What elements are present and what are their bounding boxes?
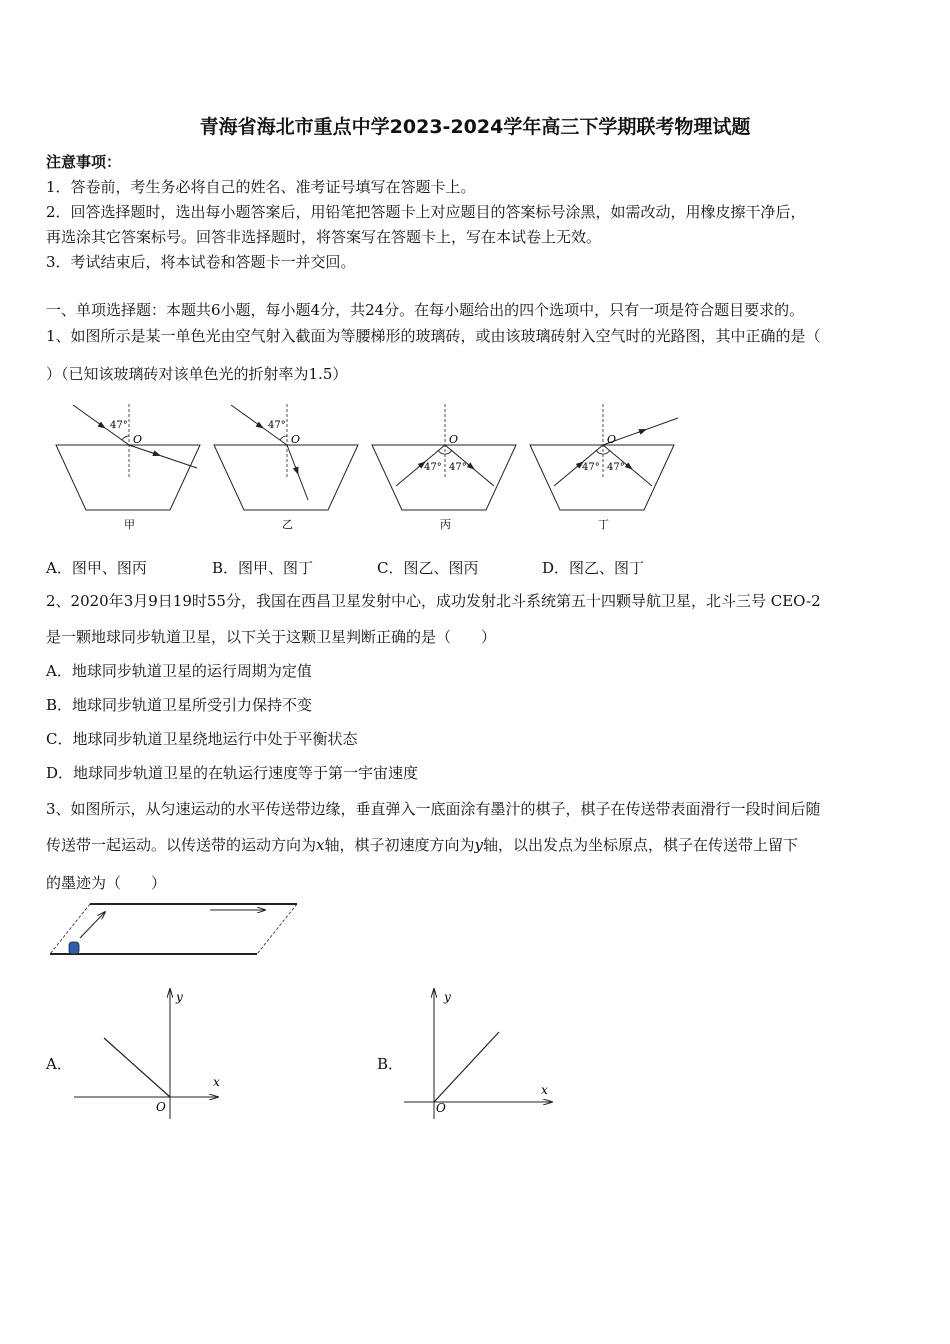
q3-option-a-graph[interactable] (70, 985, 240, 1120)
angle-label: 47° (110, 420, 128, 431)
origin-label: O (436, 1101, 446, 1115)
point-o-label: O (449, 433, 459, 446)
q1-option-a[interactable]: A．图甲、图丙 (46, 559, 147, 577)
axis-x-label: x (541, 1083, 548, 1097)
point-o-label: O (607, 433, 617, 446)
figure-label-yi: 乙 (282, 518, 293, 531)
figure-bing (372, 404, 516, 531)
notice-item-2-cont: 再选涂其它答案标号。回答非选择题时，将答案写在答题卡上，写在本试卷上无效。 (46, 228, 602, 246)
axis-x-label: x (213, 1075, 220, 1089)
q2-option-c[interactable]: C．地球同步轨道卫星绕地运行中处于平衡状态 (46, 730, 358, 748)
notice-item-3: 3．考试结束后，将本试卷和答题卡一并交回。 (46, 253, 356, 271)
figure-label-jia: 甲 (124, 518, 135, 531)
chess-piece (69, 942, 79, 954)
page-title: 青海省海北市重点中学2023-2024学年高三下学期联考物理试题 (199, 116, 751, 138)
figure-label-ding: 丁 (598, 518, 609, 531)
q1-stem: 1、如图所示是某一单色光由空气射入截面为等腰梯形的玻璃砖，或由该玻璃砖射入空气时的光路图，其中正确的是（ (46, 327, 821, 345)
notice-heading: 注意事项： (46, 153, 122, 171)
q3-option-b[interactable]: B． (377, 1055, 404, 1073)
q3-option-a[interactable]: A． (46, 1055, 72, 1073)
point-o-label: O (133, 433, 143, 446)
angle-label: 47° (582, 462, 600, 473)
q2-option-d[interactable]: D．地球同步轨道卫星的在轨运行速度等于第一宇宙速度 (46, 764, 419, 782)
q3-option-b-graph[interactable] (400, 985, 570, 1120)
q1-option-d[interactable]: D．图乙、图丁 (542, 559, 645, 577)
figure-jia (56, 404, 200, 531)
q1-stem-cont: ）（已知该玻璃砖对该单色光的折射率为1.5） (46, 365, 348, 383)
notice-item-2: 2．回答选择题时，选出每小题答案后，用铅笔把答题卡上对应题目的答案标号涂黑，如需改动，用橡皮擦干净后， (46, 203, 806, 221)
q1-option-b[interactable]: B．图甲、图丁 (212, 559, 314, 577)
figure-yi (214, 404, 358, 531)
q3-conveyor-figure (45, 900, 315, 960)
figure-ding (530, 404, 678, 531)
angle-label: 47° (449, 462, 467, 473)
angle-label: 47° (607, 462, 625, 473)
figure-label-bing: 丙 (440, 518, 451, 531)
q2-option-a[interactable]: A．地球同步轨道卫星的运行周期为定值 (46, 662, 312, 680)
notice-item-1: 1．答卷前，考生务必将自己的姓名、准考证号填写在答题卡上。 (46, 178, 476, 196)
angle-label: 47° (268, 420, 286, 431)
origin-label: O (156, 1100, 166, 1114)
q2-option-b[interactable]: B．地球同步轨道卫星所受引力保持不变 (46, 696, 313, 714)
q3-stem-end: 的墨迹为（ ） (46, 874, 167, 892)
axis-y-label: y (444, 990, 451, 1004)
q2-stem-cont: 是一颗地球同步轨道卫星，以下关于这颗卫星判断正确的是（ ） (46, 628, 497, 646)
axis-y-label: y (176, 990, 183, 1004)
q3-stem-cont: 传送带一起运动。以传送带的运动方向为x轴，棋子初速度方向为y轴，以出发点为坐标原点，棋子在传送带上留下 (46, 836, 798, 854)
q2-stem: 2、2020年3月9日19时55分，我国在西昌卫星发射中心，成功发射北斗系统第五十四颗导航卫星，北斗三号 CEO-2 (46, 592, 821, 610)
point-o-label: O (291, 433, 301, 446)
q1-option-c[interactable]: C．图乙、图丙 (377, 559, 479, 577)
section-heading: 一、单项选择题：本题共6小题，每小题4分，共24分。在每小题给出的四个选项中，只有一项是符合题目要求的。 (46, 301, 805, 319)
q3-stem: 3、如图所示，从匀速运动的水平传送带边缘，垂直弹入一底面涂有墨汁的棋子，棋子在传送带表面滑行一段时间后随 (46, 800, 821, 818)
angle-label: 47° (424, 462, 442, 473)
q1-figures (0, 398, 950, 538)
